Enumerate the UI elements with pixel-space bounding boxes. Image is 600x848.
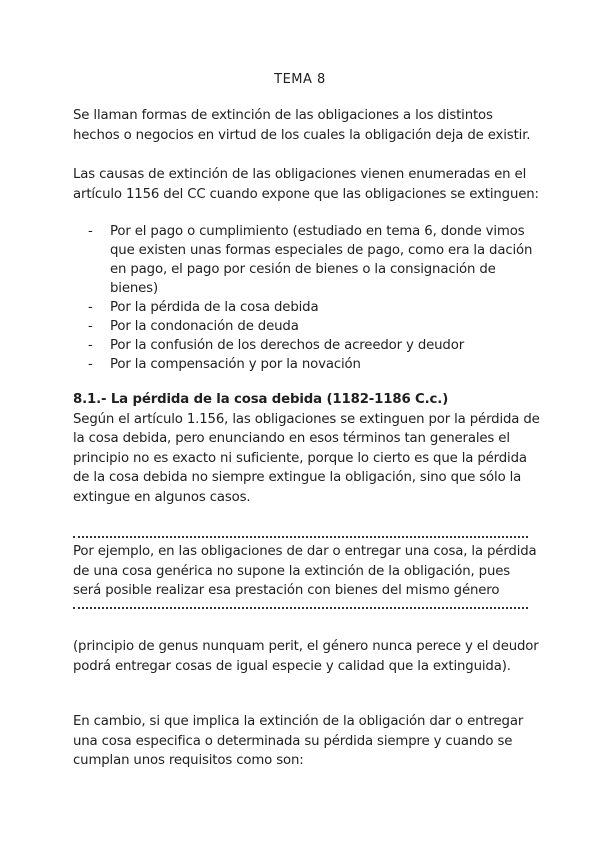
extinction-causes-list	[88, 222, 533, 374]
list-dash: -	[88, 300, 93, 315]
section-8-1	[73, 390, 540, 507]
list-dash: -	[88, 319, 93, 334]
principle-line: podrá entregar cosas de igual especie y calidad que la extinguida).	[73, 658, 511, 674]
list-item-line: que existen unas formas especiales de pago, como era la dación	[110, 243, 533, 258]
section-line: Según el artículo 1.156, las obligaciones se extinguen por la pérdida de	[73, 411, 540, 427]
list-dash: -	[88, 357, 93, 372]
intro-line: hechos o negocios en virtud de los cuales la obligación deja de existir.	[73, 127, 531, 143]
list-item-line: Por la condonación de deuda	[110, 319, 299, 334]
causes-line: artículo 1156 del CC cuando expone que las obligaciones se extinguen:	[73, 186, 539, 202]
list-item-line: Por la pérdida de la cosa debida	[110, 300, 319, 315]
list-item	[88, 317, 528, 336]
section-line: la cosa debida, pero enunciando en esos términos tan generales el	[73, 431, 510, 446]
section-heading: 8.1.- La pérdida de la cosa debida (1182-1186 C.c.)	[73, 392, 449, 407]
list-item	[88, 298, 528, 317]
causes-paragraph	[73, 165, 539, 204]
page-title: TEMA 8	[274, 72, 326, 87]
list-item-line: en pago, el pago por cesión de bienes o la consignación de	[110, 262, 496, 277]
section-line: extingue en algunos casos.	[73, 489, 251, 505]
list-item-line: bienes)	[110, 281, 158, 296]
list-item	[88, 355, 528, 374]
example-line: de una cosa genérica no supone la extinción de la obligación, pues	[73, 563, 511, 579]
list-item-line: Por el pago o cumplimiento (estudiado en tema 6, donde vimos	[110, 224, 525, 239]
closing-paragraph	[73, 712, 535, 771]
example-paragraph	[73, 542, 535, 601]
principle-paragraph	[73, 637, 539, 676]
section-line: de la cosa debida no siempre extingue la obligación, sino que sólo la	[73, 470, 522, 485]
closing-line: En cambio, si que implica la extinción de la obligación dar o entregar	[73, 714, 524, 729]
list-dash: -	[88, 338, 93, 353]
intro-line: Se llaman formas de extinción de las obligaciones a los distintos	[73, 108, 493, 123]
list-item-line: Por la confusión de los derechos de acreedor y deudor	[110, 338, 465, 353]
intro-paragraph	[73, 106, 535, 145]
list-dash: -	[88, 224, 93, 239]
list-item	[88, 222, 533, 298]
example-line: Por ejemplo, en las obligaciones de dar o entregar una cosa, la pérdida	[73, 544, 537, 559]
dotted-divider-top	[73, 536, 528, 538]
closing-line: una cosa especifica o determinada su pérdida siempre y cuando se	[73, 733, 513, 749]
principle-line: (principio de genus nunquam perit, el género nunca perece y el deudor	[73, 639, 539, 654]
causes-line: Las causas de extinción de las obligaciones vienen enumeradas en el	[73, 167, 527, 182]
list-item	[88, 336, 528, 355]
section-line: principio no es exacto ni suficiente, porque lo cierto es que la pérdida	[73, 450, 527, 466]
closing-line: cumplan unos requisitos como son:	[73, 753, 304, 768]
list-item-line: Por la compensación y por la novación	[110, 357, 361, 372]
example-line: será posible realizar esa prestación con bienes del mismo género	[73, 583, 500, 598]
dotted-divider-bottom	[73, 607, 528, 609]
